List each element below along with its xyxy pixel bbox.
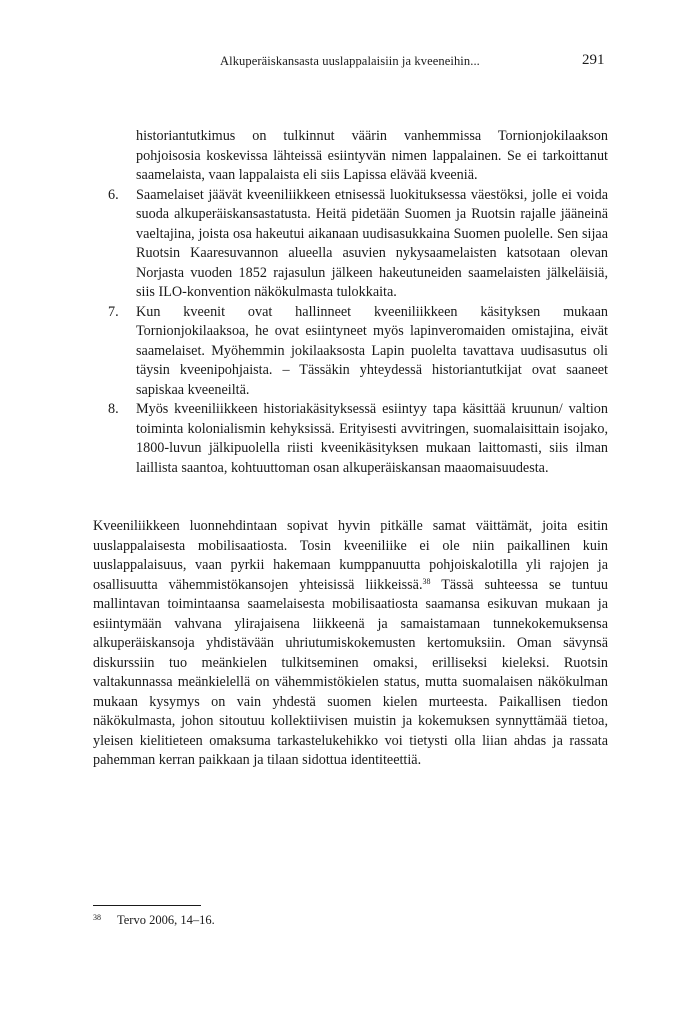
list-item-text: Kun kveenit ovat hallinneet kveeniliikkeen käsityksen mukaan Tornionjokilaaksoa, he ovat esiintyneet myös lapinveromaiden omistajina, eivät saamelaiset. Myöhemmin jokilaaksosta Lapin puolelta tavattava uudisasutus oli täysin kveenipohjaista. – Tässäkin yhteydessä historiantutkijat ovat saaneet sapiskaa kveeneiltä. <box>136 303 608 398</box>
numbered-list <box>108 127 608 478</box>
list-item-7 <box>108 303 608 401</box>
page-number: 291 <box>582 52 605 68</box>
list-item-number: 6. <box>108 186 119 203</box>
body-paragraph <box>93 517 608 771</box>
list-item-8 <box>108 400 608 478</box>
list-item-number: 7. <box>108 303 119 320</box>
list-item-6 <box>108 186 608 303</box>
list-item-continued <box>108 127 608 186</box>
paragraph-text-after-note: Tässä suhteessa se tuntuu mallintavan toimintaansa saamelaisesta mobilisaatiosta saamansa esikuvan mukaan ja esiintymään vahvana ylirajaisena liikkeenä ja samaistamaan tunnekokemuksensa alkuperäiskansoja yhdistävään uhriutumiskokemusten kertomuksiin. Oman sävynsä diskurssiin tuo meänkielen tulkitseminen omaksi, erilliseksi kieleksi. Ruotsin valtakunnassa meänkielellä on vähemmistökielen status, mutta suomalaisen näkökulman mukaan kysymys on vain yhdestä suomen kielen murteesta. Paikallisen tiedon näkökulmasta, johon sitoutuu kollektiivisen muistin ja kokemuksen synnyttämää tietoa, yleisen kielitieteen omaksuma tarkastelukehikko voi tietysti olla liian ahdas ja rassata pahemman kerran paikkaan ja tilaan sidottua identiteettiä. <box>93 576 608 768</box>
footnote-text: Tervo 2006, 14–16. <box>117 913 215 927</box>
list-item-text: Myös kveeniliikkeen historiakäsityksessä esiintyy tapa käsittää kruunun/ valtion toiminta kolonialismin kehyksissä. Erityisesti avvitringen, suomalaisittain isojako, 1800-luvun jälkipuolella riisti kveenikäsityksen mukaan laittomasti, siis ilman laillista saantoa, kohtuuttoman osan alkuperäiskansan maaomaisuudesta. <box>136 401 608 476</box>
list-item-number: 8. <box>108 401 119 417</box>
footnote-separator <box>93 905 201 906</box>
running-header-title: Alkuperäiskansasta uuslappalaisiin ja kveeneihin... <box>220 54 480 68</box>
list-item-text: Saamelaiset jäävät kveeniliikkeen etnisessä luokituksessa väestöksi, jolle ei voida suoda alkuperäiskansastatusta. Heitä pidetään Suomen ja Ruotsin rajalle jääneinä vaeltajina, joista osa hakeutui aikanaan uudisasukkaina Suomen puolelle. Sen sijaa Ruotsin Kaaresuvannon alueella asuvien nykysaamelaisten katsotaan olevan Norjasta vuoden 1852 rajasulun jälkeen hakeutuneiden saamelaisten jälkeläisiä, siis ILO-konvention näkökulmasta tulokkaita. <box>136 186 608 300</box>
running-header <box>0 54 700 74</box>
paragraph-text-before-note: Kveeniliikkeen luonnehdintaan sopivat hyvin pitkälle samat väittämät, joita esitin uuslappalaisesta mobilisaatiosta. Tosin kveeniliike ei ole niin paikallinen kuin uuslappalaisuus, vaan pyrkii hakemaan kumppanuutta pohjoiskalotilla yli rajojen ja osallisuutta vähemmistökansojen yhteisissä liikkeissä. <box>93 518 608 593</box>
footnote <box>93 913 215 928</box>
footnote-reference[interactable]: 38 <box>422 576 431 586</box>
footnote-mark: 38 <box>93 913 101 922</box>
list-item-text: historiantutkimus on tulkinnut väärin vanhemmissa Tornionjokilaakson pohjoisosia koskevissa lähteissä esiintyvän nimen lappalainen. Se ei tarkoittanut saamelaista, vaan lappalaista eli siis Lapissa elävää kveeniä. <box>136 128 608 183</box>
